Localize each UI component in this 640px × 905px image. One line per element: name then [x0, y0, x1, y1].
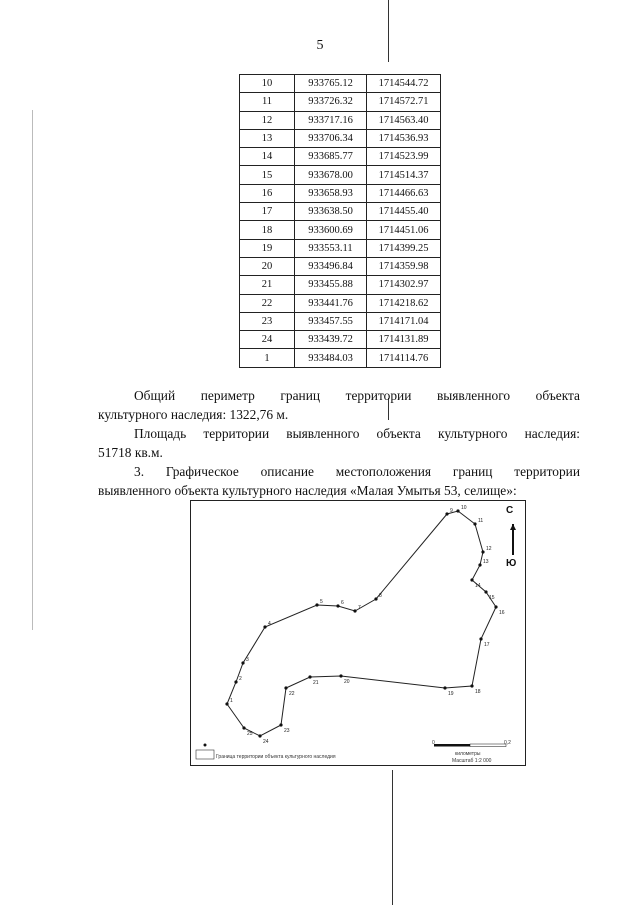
x-coordinate-cell: 933765.12	[295, 75, 367, 93]
y-coordinate-cell: 1714514.37	[367, 166, 441, 184]
graphic-line-2: выявленного объекта культурного наследия «Малая Умытья 53, селище»:	[98, 483, 517, 498]
y-coordinate-cell: 1714572.71	[367, 93, 441, 111]
boundary-vertex	[225, 702, 228, 705]
boundary-vertex	[234, 680, 237, 683]
vertex-label: 16	[499, 610, 505, 616]
point-number-cell: 15	[240, 166, 295, 184]
table-row	[240, 93, 441, 111]
x-coordinate-cell: 933717.16	[295, 111, 367, 129]
north-arrow-head	[510, 524, 516, 530]
boundary-vertex	[241, 661, 244, 664]
vertex-label: 1	[230, 698, 233, 704]
x-coordinate-cell: 933706.34	[295, 129, 367, 147]
vertex-label: 11	[478, 518, 484, 524]
vertex-label: 23	[284, 728, 290, 734]
legend-text: Граница территории объекта культурного наследия	[216, 754, 336, 760]
boundary-vertex	[242, 726, 245, 729]
x-coordinate-cell: 933457.55	[295, 312, 367, 330]
point-number-cell: 24	[240, 331, 295, 349]
boundary-vertex	[445, 512, 448, 515]
x-coordinate-cell: 933678.00	[295, 166, 367, 184]
x-coordinate-cell: 933455.88	[295, 276, 367, 294]
point-number-cell: 23	[240, 312, 295, 330]
vertex-label: 8	[379, 593, 382, 599]
boundary-vertex	[374, 597, 377, 600]
table-row	[240, 257, 441, 275]
point-number-cell: 1	[240, 349, 295, 367]
vertex-label: 17	[484, 642, 490, 648]
point-number-cell: 16	[240, 184, 295, 202]
point-number-cell: 14	[240, 148, 295, 166]
vertex-label: 13	[483, 559, 489, 565]
boundary-vertex	[479, 637, 482, 640]
x-coordinate-cell: 933553.11	[295, 239, 367, 257]
table-row	[240, 166, 441, 184]
scan-line-bottom	[392, 770, 393, 905]
vertex-label: 2	[239, 676, 242, 682]
boundary-vertex	[263, 625, 266, 628]
scale-bar-segment-2	[470, 744, 506, 747]
north-label: С	[506, 505, 514, 516]
vertex-label: 14	[475, 583, 481, 589]
area-line-2: 51718 кв.м.	[98, 445, 163, 460]
perimeter-line-2: культурного наследия: 1322,76 м.	[98, 407, 289, 422]
table-row	[240, 75, 441, 93]
vertex-label: 6	[341, 600, 344, 606]
boundary-vertex	[336, 604, 339, 607]
x-coordinate-cell: 933484.03	[295, 349, 367, 367]
vertex-label: 18	[475, 689, 481, 695]
y-coordinate-cell: 1714536.93	[367, 129, 441, 147]
vertex-label: 12	[486, 546, 492, 552]
legend-swatch	[196, 750, 214, 759]
table-row	[240, 294, 441, 312]
coordinates-table	[239, 74, 441, 368]
graphic-line-1: 3. Графическое описание местоположения границ территории	[134, 464, 580, 479]
x-coordinate-cell: 933638.50	[295, 203, 367, 221]
point-number-cell: 19	[240, 239, 295, 257]
vertex-label: 21	[313, 680, 319, 686]
boundary-vertex	[484, 590, 487, 593]
scale-units: километры	[455, 751, 481, 757]
y-coordinate-cell: 1714563.40	[367, 111, 441, 129]
south-label: Ю	[506, 558, 517, 569]
table-row	[240, 239, 441, 257]
boundary-vertex	[443, 686, 446, 689]
vertex-label: 9	[450, 508, 453, 514]
vertex-label: 15	[489, 595, 495, 601]
vertex-label: 24	[263, 739, 269, 745]
point-number-cell: 11	[240, 93, 295, 111]
scale-ratio: Масштаб 1:2 000	[452, 758, 492, 764]
vertex-label: 25	[247, 731, 253, 737]
point-number-cell: 20	[240, 257, 295, 275]
boundary-vertex	[258, 734, 261, 737]
point-number-cell: 18	[240, 221, 295, 239]
boundary-vertex	[473, 522, 476, 525]
vertex-label: 22	[289, 691, 295, 697]
boundary-vertex	[494, 605, 497, 608]
perimeter-paragraph	[98, 386, 580, 424]
x-coordinate-cell: 933439.72	[295, 331, 367, 349]
y-coordinate-cell: 1714114.76	[367, 349, 441, 367]
y-coordinate-cell: 1714455.40	[367, 203, 441, 221]
table-row	[240, 203, 441, 221]
boundary-vertex	[481, 550, 484, 553]
vertex-label: 4	[268, 621, 271, 627]
boundary-vertex	[456, 509, 459, 512]
x-coordinate-cell: 933685.77	[295, 148, 367, 166]
table-row	[240, 221, 441, 239]
boundary-vertex	[284, 686, 287, 689]
y-coordinate-cell: 1714466.63	[367, 184, 441, 202]
table-row	[240, 148, 441, 166]
boundary-vertex	[279, 723, 282, 726]
boundary-map-svg	[190, 500, 526, 766]
boundary-vertex	[308, 675, 311, 678]
point-number-cell: 13	[240, 129, 295, 147]
graphic-description-paragraph	[98, 462, 580, 500]
boundary-vertex	[339, 674, 342, 677]
legend-point-symbol	[204, 744, 207, 747]
point-number-cell: 21	[240, 276, 295, 294]
point-number-cell: 22	[240, 294, 295, 312]
scale-bar-segment-1	[434, 744, 470, 747]
y-coordinate-cell: 1714302.97	[367, 276, 441, 294]
y-coordinate-cell: 1714399.25	[367, 239, 441, 257]
y-coordinate-cell: 1714131.89	[367, 331, 441, 349]
boundary-vertex	[470, 684, 473, 687]
boundary-vertex	[470, 578, 473, 581]
perimeter-line-1: Общий периметр границ территории выявленного объекта	[134, 388, 580, 403]
y-coordinate-cell: 1714523.99	[367, 148, 441, 166]
table-row	[240, 184, 441, 202]
x-coordinate-cell: 933600.69	[295, 221, 367, 239]
table-row	[240, 276, 441, 294]
x-coordinate-cell: 933441.76	[295, 294, 367, 312]
boundary-vertex	[478, 563, 481, 566]
x-coordinate-cell: 933496.84	[295, 257, 367, 275]
point-number-cell: 17	[240, 203, 295, 221]
boundary-map	[190, 500, 526, 766]
point-number-cell: 10	[240, 75, 295, 93]
y-coordinate-cell: 1714544.72	[367, 75, 441, 93]
point-number-cell: 12	[240, 111, 295, 129]
table-row	[240, 331, 441, 349]
scan-edge-left	[32, 110, 33, 630]
y-coordinate-cell: 1714171.04	[367, 312, 441, 330]
x-coordinate-cell: 933658.93	[295, 184, 367, 202]
vertex-label: 3	[246, 657, 249, 663]
vertex-label: 5	[320, 599, 323, 605]
table-row	[240, 129, 441, 147]
area-paragraph	[98, 424, 580, 462]
boundary-vertex	[353, 609, 356, 612]
vertex-label: 10	[461, 505, 467, 511]
vertex-label: 20	[344, 679, 350, 685]
boundary-vertex	[315, 603, 318, 606]
area-line-1: Площадь территории выявленного объекта культурного наследия:	[134, 426, 580, 441]
y-coordinate-cell: 1714218.62	[367, 294, 441, 312]
vertex-label: 7	[358, 605, 361, 611]
y-coordinate-cell: 1714359.98	[367, 257, 441, 275]
vertex-label: 19	[448, 691, 454, 697]
scale-end: 0,2	[504, 740, 511, 746]
table-row	[240, 349, 441, 367]
table-row	[240, 111, 441, 129]
page-number: 5	[316, 38, 324, 53]
y-coordinate-cell: 1714451.06	[367, 221, 441, 239]
table-row	[240, 312, 441, 330]
x-coordinate-cell: 933726.32	[295, 93, 367, 111]
scale-zero: 0	[432, 740, 435, 746]
